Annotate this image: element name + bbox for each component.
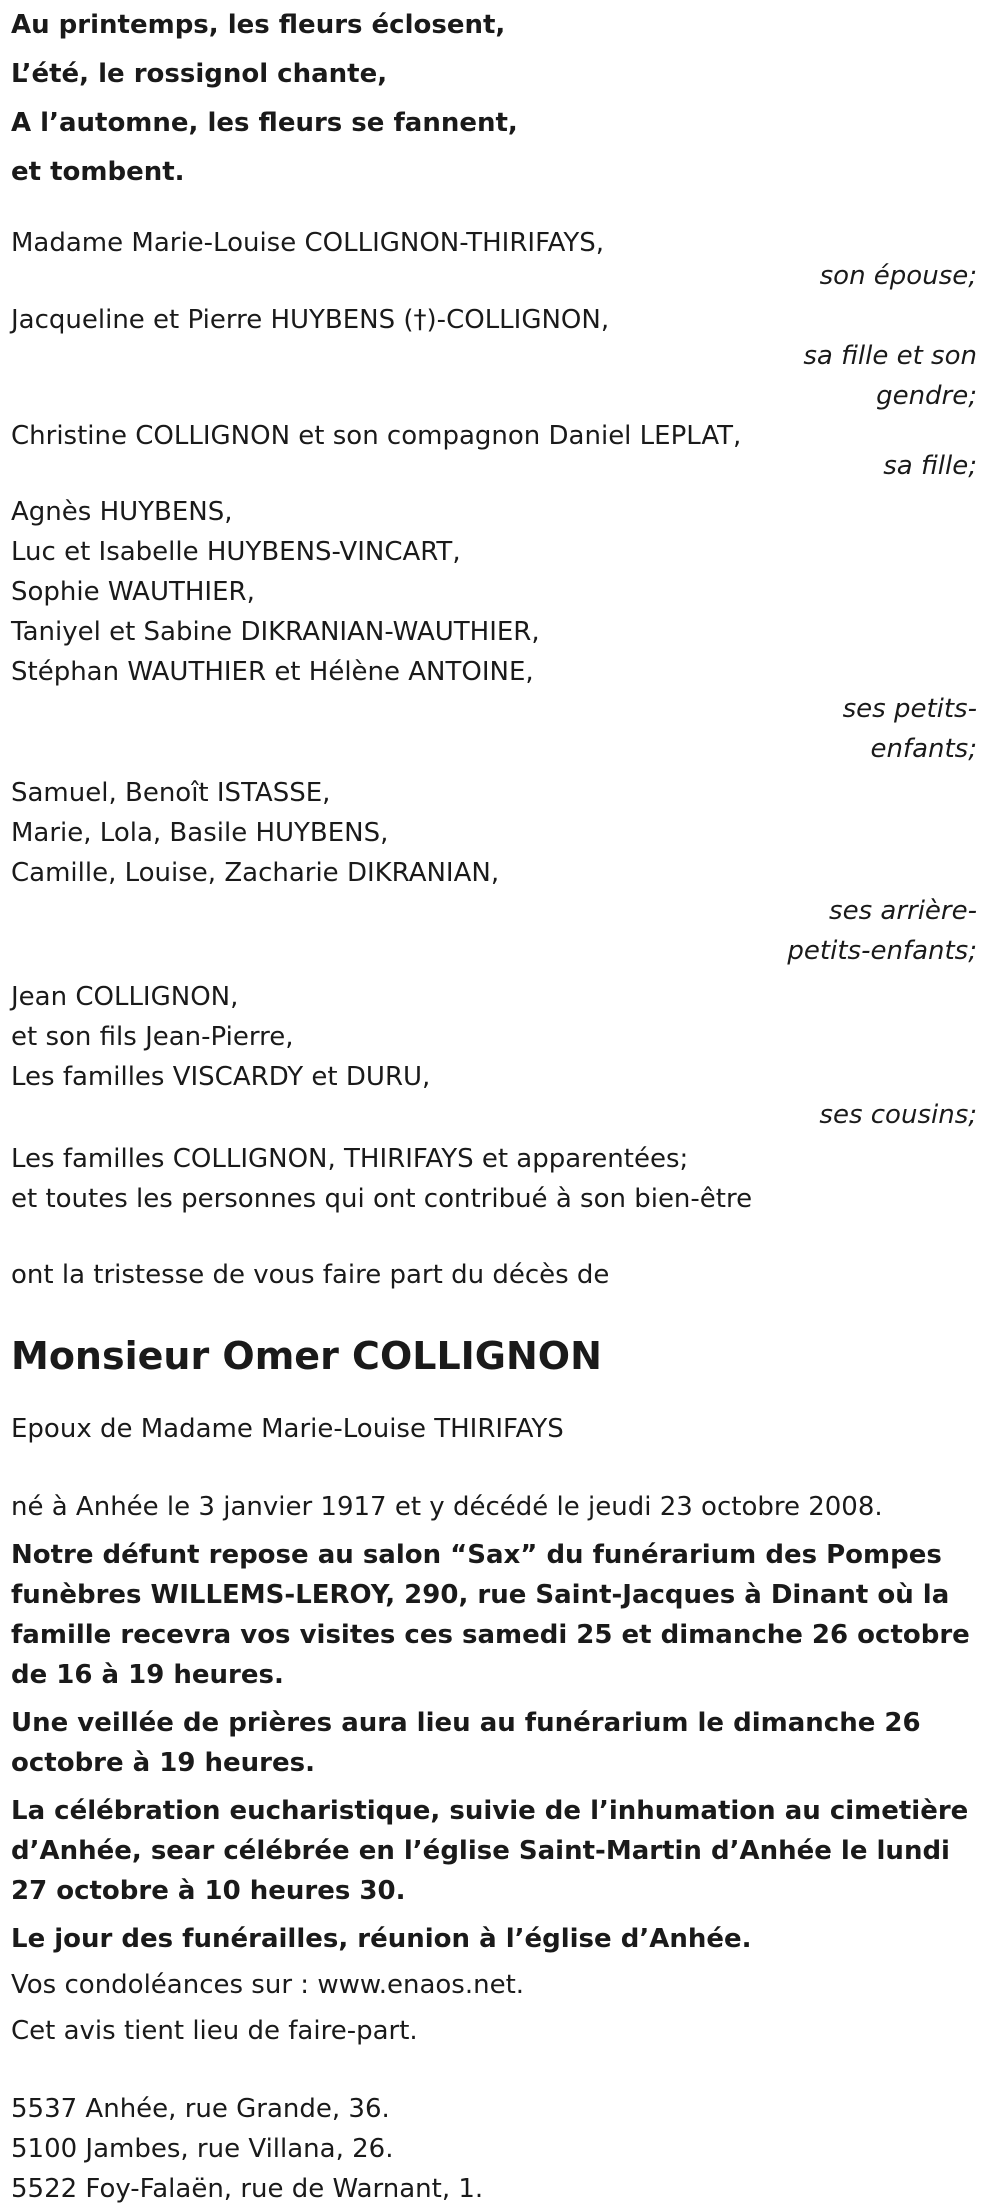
- family-name: Samuel, Benoît ISTASSE,: [11, 778, 331, 808]
- family-role: ses cousins;: [819, 1100, 977, 1130]
- poem-line: A l’automne, les fleurs se fannent,: [11, 108, 518, 138]
- announcement-intro: ont la tristesse de vous faire part du décès de: [11, 1260, 610, 1290]
- family-name: Les familles VISCARDY et DURU,: [11, 1062, 431, 1092]
- family-role: sa fille et son gendre;: [803, 341, 977, 411]
- family-names: [11, 773, 989, 893]
- deceased-name: Monsieur Omer COLLIGNON: [11, 1334, 602, 1378]
- family-name: Les familles COLLIGNON, THIRIFAYS et apparentées;: [11, 1144, 689, 1174]
- family-list: [11, 223, 989, 1219]
- family-role: sa fille;: [883, 451, 977, 481]
- family-name: Sophie WAUTHIER,: [11, 577, 255, 607]
- address-line: 5100 Jambes, rue Villana, 26.: [11, 2134, 394, 2164]
- faire-part-line: Cet avis tient lieu de faire-part.: [11, 2016, 418, 2046]
- family-name: et toutes les personnes qui ont contribué à son bien-être: [11, 1184, 753, 1214]
- spouse-line: Epoux de Madame Marie-Louise THIRIFAYS: [11, 1414, 564, 1444]
- vigil-notice: Une veillée de prières aura lieu au funérarium le dimanche 26 octobre à 19 heures.: [11, 1708, 921, 1778]
- family-name: Jean COLLIGNON,: [11, 982, 239, 1012]
- address-list: [11, 2089, 989, 2209]
- family-group-cousins: [11, 977, 989, 1135]
- family-name: Stéphan WAUTHIER et Hélène ANTOINE,: [11, 657, 534, 687]
- family-group-daughter-son-in-law: [11, 300, 989, 416]
- family-names: [11, 492, 989, 692]
- poem: [11, 0, 989, 197]
- address-line: 5537 Anhée, rue Grande, 36.: [11, 2094, 390, 2124]
- birth-death-line: né à Anhée le 3 janvier 1917 et y décédé le jeudi 23 octobre 2008.: [11, 1492, 883, 1522]
- ceremony-notice: La célébration eucharistique, suivie de l’inhumation au cimetière d’Anhée, sear célébrée en l’église Saint-Martin d’Anhée le lundi 27 octobre à 10 heures 30.: [11, 1796, 969, 1906]
- family-name: Christine COLLIGNON et son compagnon Daniel LEPLAT,: [11, 421, 742, 451]
- family-name: Luc et Isabelle HUYBENS-VINCART,: [11, 537, 461, 567]
- family-name: Taniyel et Sabine DIKRANIAN-WAUTHIER,: [11, 617, 540, 647]
- family-group-others: [11, 1139, 989, 1219]
- family-name: Camille, Louise, Zacharie DIKRANIAN,: [11, 858, 500, 888]
- family-group-daughter: [11, 416, 989, 486]
- family-name: Agnès HUYBENS,: [11, 497, 233, 527]
- family-names: [11, 300, 989, 340]
- condolences-line: Vos condoléances sur : www.enaos.net.: [11, 1970, 525, 2000]
- meeting-notice: Le jour des funérailles, réunion à l’église d’Anhée.: [11, 1924, 752, 1954]
- family-group-spouse: [11, 223, 989, 296]
- family-group-grandchildren: [11, 492, 989, 769]
- family-name: et son fils Jean-Pierre,: [11, 1022, 294, 1052]
- family-role: ses arrière-petits-enfants;: [787, 896, 977, 966]
- family-name: Marie, Lola, Basile HUYBENS,: [11, 818, 389, 848]
- poem-line: Au printemps, les fleurs éclosent,: [11, 10, 506, 40]
- family-names: [11, 977, 989, 1097]
- family-name: Madame Marie-Louise COLLIGNON-THIRIFAYS,: [11, 228, 605, 258]
- family-names: [11, 1139, 989, 1219]
- address-line: 5522 Foy-Falaën, rue de Warnant, 1.: [11, 2174, 484, 2204]
- family-role: son épouse;: [819, 261, 977, 291]
- funerarium-notice: Notre défunt repose au salon “Sax” du funérarium des Pompes funèbres WILLEMS-LEROY, 290, rue Saint-Jacques à Dinant où la famille recevra vos visites ces samedi 25 et dimanche 26 octobre de 16 à 19 heures.: [11, 1540, 970, 1690]
- family-name: Jacqueline et Pierre HUYBENS (†)-COLLIGNON,: [11, 305, 610, 335]
- poem-line: L’été, le rossignol chante,: [11, 59, 388, 89]
- poem-line: et tombent.: [11, 157, 185, 187]
- family-group-great-grandchildren: [11, 773, 989, 971]
- family-role: ses petits-enfants;: [842, 694, 977, 764]
